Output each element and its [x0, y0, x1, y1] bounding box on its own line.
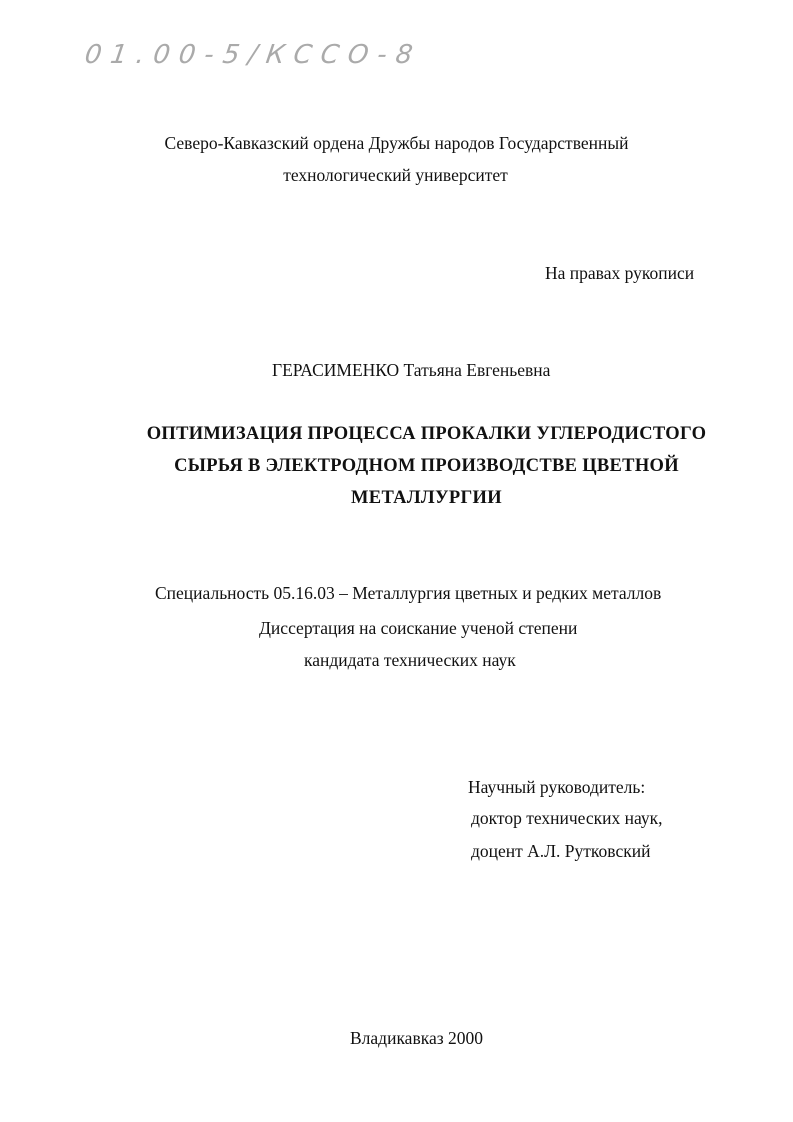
supervisor-label: Научный руководитель:: [468, 777, 646, 797]
handwritten-catalog-mark: 01.00-5/КССО-8: [82, 40, 424, 70]
title-line-1: ОПТИМИЗАЦИЯ ПРОЦЕССА ПРОКАЛКИ УГЛЕРОДИСТОГО: [146, 424, 707, 444]
title-line-2: СЫРЬЯ В ЭЛЕКТРОДНОМ ПРОИЗВОДСТВЕ ЦВЕТНОЙ: [174, 456, 679, 476]
institution-line-2: технологический университет: [283, 165, 508, 185]
supervisor-name: доцент А.Л. Рутковский: [471, 841, 651, 861]
supervisor-degree: доктор технических наук,: [471, 808, 663, 828]
institution-line-1: Северо-Кавказский ордена Дружбы народов Государственный: [164, 133, 629, 153]
degree-line-1: Диссертация на соискание ученой степени: [259, 618, 578, 638]
degree-line-2: кандидата технических наук: [304, 650, 516, 670]
manuscript-rights: На правах рукописи: [545, 263, 695, 283]
specialty: Специальность 05.16.03 – Металлургия цветных и редких металлов: [155, 583, 662, 603]
author-name: ГЕРАСИМЕНКО Татьяна Евгеньевна: [272, 360, 551, 380]
title-line-3: МЕТАЛЛУРГИИ: [351, 488, 502, 508]
city-year: Владикавказ 2000: [350, 1028, 484, 1048]
